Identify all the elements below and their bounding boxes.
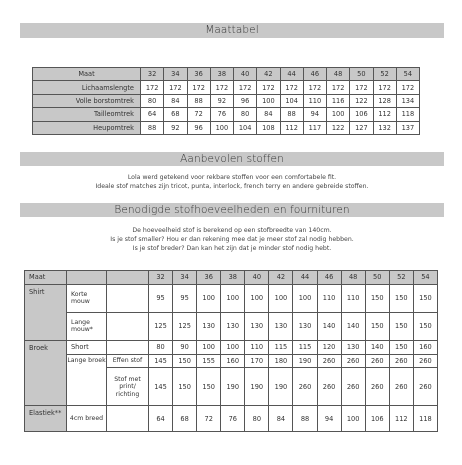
category-elastiek: Elastiek** xyxy=(25,406,67,432)
size-table xyxy=(32,67,420,135)
value-cell: 260 xyxy=(413,368,437,406)
table-row xyxy=(33,81,420,94)
value-cell: 150 xyxy=(389,340,413,354)
value-cell: 140 xyxy=(341,312,365,340)
value-cell: 125 xyxy=(173,312,197,340)
value-cell: 132 xyxy=(373,121,396,134)
value-cell: 90 xyxy=(173,340,197,354)
value-cell: 172 xyxy=(350,81,373,94)
table-row xyxy=(25,406,438,432)
value-cell: 72 xyxy=(187,108,210,121)
value-cell: 100 xyxy=(210,121,233,134)
type-empty xyxy=(107,284,149,312)
value-cell: 92 xyxy=(164,121,187,134)
value-cell: 84 xyxy=(269,406,293,432)
value-cell: 96 xyxy=(187,121,210,134)
value-cell: 68 xyxy=(173,406,197,432)
value-cell: 260 xyxy=(341,368,365,406)
size-cell: 52 xyxy=(389,271,413,285)
type-empty xyxy=(107,406,149,432)
value-cell: 190 xyxy=(293,354,317,368)
fabrics-title: Aanbevolen stoffen xyxy=(20,152,444,166)
value-cell: 76 xyxy=(210,108,233,121)
value-cell: 140 xyxy=(317,312,341,340)
value-cell: 80 xyxy=(141,94,164,107)
value-cell: 100 xyxy=(197,284,221,312)
value-cell: 190 xyxy=(221,368,245,406)
value-cell: 72 xyxy=(197,406,221,432)
value-cell: 100 xyxy=(257,94,280,107)
value-cell: 64 xyxy=(149,406,173,432)
value-cell: 150 xyxy=(413,284,437,312)
value-cell: 76 xyxy=(221,406,245,432)
value-cell: 68 xyxy=(164,108,187,121)
size-cell: 46 xyxy=(303,68,326,81)
value-cell: 94 xyxy=(317,406,341,432)
value-cell: 110 xyxy=(303,94,326,107)
value-cell: 110 xyxy=(245,340,269,354)
value-cell: 118 xyxy=(396,108,419,121)
size-cell: 42 xyxy=(257,68,280,81)
value-cell: 172 xyxy=(141,81,164,94)
value-cell: 140 xyxy=(365,340,389,354)
category-broek: Broek xyxy=(25,340,67,406)
value-cell: 106 xyxy=(350,108,373,121)
value-cell: 88 xyxy=(293,406,317,432)
size-cell: 50 xyxy=(365,271,389,285)
value-cell: 112 xyxy=(389,406,413,432)
quantities-title: Benodigde stofhoeveelheden en fournituren xyxy=(20,203,444,217)
type-empty xyxy=(107,340,149,354)
type-empty xyxy=(107,312,149,340)
value-cell: 150 xyxy=(173,354,197,368)
size-cell: 34 xyxy=(173,271,197,285)
value-cell: 260 xyxy=(413,354,437,368)
value-cell: 100 xyxy=(245,284,269,312)
value-cell: 170 xyxy=(245,354,269,368)
size-cell: 46 xyxy=(317,271,341,285)
size-cell: 38 xyxy=(221,271,245,285)
value-cell: 122 xyxy=(327,121,350,134)
size-cell: 38 xyxy=(210,68,233,81)
header-label: Maat xyxy=(33,68,141,81)
row-label: Lichaamslengte xyxy=(33,81,141,94)
table-row xyxy=(33,94,420,107)
value-cell: 260 xyxy=(317,354,341,368)
quantities-text xyxy=(20,226,444,253)
value-cell: 130 xyxy=(341,340,365,354)
size-cell: 36 xyxy=(187,68,210,81)
value-cell: 172 xyxy=(234,81,257,94)
size-cell: 36 xyxy=(197,271,221,285)
value-cell: 106 xyxy=(365,406,389,432)
size-cell: 48 xyxy=(341,271,365,285)
size-cell: 40 xyxy=(234,68,257,81)
category-shirt: Shirt xyxy=(25,284,67,340)
value-cell: 122 xyxy=(350,94,373,107)
value-cell: 64 xyxy=(141,108,164,121)
value-cell: 80 xyxy=(149,340,173,354)
size-cell: 44 xyxy=(280,68,303,81)
sublabel-breed: 4cm breed xyxy=(67,406,107,432)
value-cell: 172 xyxy=(187,81,210,94)
value-cell: 100 xyxy=(197,340,221,354)
table-row xyxy=(25,284,438,312)
value-cell: 100 xyxy=(269,284,293,312)
value-cell: 120 xyxy=(317,340,341,354)
value-cell: 134 xyxy=(396,94,419,107)
value-cell: 112 xyxy=(280,121,303,134)
value-cell: 150 xyxy=(365,284,389,312)
table-row xyxy=(33,108,420,121)
size-cell: 32 xyxy=(149,271,173,285)
value-cell: 84 xyxy=(257,108,280,121)
value-cell: 84 xyxy=(164,94,187,107)
fabrics-text xyxy=(20,173,444,191)
value-cell: 150 xyxy=(173,368,197,406)
value-cell: 115 xyxy=(293,340,317,354)
value-cell: 172 xyxy=(257,81,280,94)
value-cell: 118 xyxy=(413,406,437,432)
value-cell: 108 xyxy=(257,121,280,134)
row-label: Tailleomtrek xyxy=(33,108,141,121)
value-cell: 100 xyxy=(341,406,365,432)
value-cell: 180 xyxy=(269,354,293,368)
table-row xyxy=(25,354,438,368)
value-cell: 260 xyxy=(293,368,317,406)
value-cell: 80 xyxy=(245,406,269,432)
value-cell: 172 xyxy=(396,81,419,94)
fabrics-line: Ideale stof matches zijn tricot, punta, interlock, french terry en andere gebreide stoffen. xyxy=(95,183,369,190)
row-label: Volle borstomtrek xyxy=(33,94,141,107)
value-cell: 190 xyxy=(245,368,269,406)
value-cell: 112 xyxy=(373,108,396,121)
value-cell: 260 xyxy=(389,368,413,406)
value-cell: 145 xyxy=(149,368,173,406)
size-table-header xyxy=(33,68,420,81)
value-cell: 110 xyxy=(317,284,341,312)
size-cell: 32 xyxy=(141,68,164,81)
value-cell: 88 xyxy=(280,108,303,121)
size-cell: 34 xyxy=(164,68,187,81)
size-cell: 50 xyxy=(350,68,373,81)
value-cell: 172 xyxy=(164,81,187,94)
value-cell: 172 xyxy=(303,81,326,94)
value-cell: 260 xyxy=(317,368,341,406)
value-cell: 172 xyxy=(373,81,396,94)
value-cell: 116 xyxy=(327,94,350,107)
table-row xyxy=(25,340,438,354)
size-cell: 54 xyxy=(413,271,437,285)
value-cell: 117 xyxy=(303,121,326,134)
size-cell: 52 xyxy=(373,68,396,81)
quantities-line: Is je stof breder? Dan kan het zijn dat je minder stof nodig hebt. xyxy=(132,245,332,252)
value-cell: 110 xyxy=(341,284,365,312)
value-cell: 150 xyxy=(389,284,413,312)
quantities-header xyxy=(25,271,438,285)
value-cell: 150 xyxy=(197,368,221,406)
value-cell: 104 xyxy=(234,121,257,134)
quantities-table xyxy=(24,270,438,432)
value-cell: 95 xyxy=(173,284,197,312)
header-empty xyxy=(67,271,107,285)
value-cell: 130 xyxy=(221,312,245,340)
header-label: Maat xyxy=(25,271,67,285)
value-cell: 260 xyxy=(389,354,413,368)
value-cell: 150 xyxy=(365,312,389,340)
value-cell: 172 xyxy=(280,81,303,94)
table-row xyxy=(25,312,438,340)
value-cell: 150 xyxy=(413,312,437,340)
value-cell: 125 xyxy=(149,312,173,340)
value-cell: 100 xyxy=(221,284,245,312)
fabrics-line: Lola werd getekend voor rekbare stoffen voor een comfortabele fit. xyxy=(127,174,337,181)
value-cell: 96 xyxy=(234,94,257,107)
value-cell: 115 xyxy=(269,340,293,354)
type-effen-stof: Effen stof xyxy=(107,354,149,368)
sublabel-short: Short xyxy=(67,340,107,354)
value-cell: 190 xyxy=(269,368,293,406)
value-cell: 104 xyxy=(280,94,303,107)
value-cell: 145 xyxy=(149,354,173,368)
value-cell: 130 xyxy=(197,312,221,340)
size-cell: 44 xyxy=(293,271,317,285)
size-cell: 42 xyxy=(269,271,293,285)
size-cell: 40 xyxy=(245,271,269,285)
value-cell: 260 xyxy=(365,354,389,368)
size-cell: 48 xyxy=(327,68,350,81)
value-cell: 260 xyxy=(341,354,365,368)
quantities-line: De hoeveelheid stof is berekend op een stofbreedte van 140cm. xyxy=(132,227,332,234)
value-cell: 172 xyxy=(210,81,233,94)
value-cell: 100 xyxy=(293,284,317,312)
value-cell: 100 xyxy=(221,340,245,354)
value-cell: 130 xyxy=(269,312,293,340)
sublabel-lange-broek: Lange broek xyxy=(67,354,107,406)
value-cell: 155 xyxy=(197,354,221,368)
sublabel-korte-mouw: Korte mouw xyxy=(67,284,107,312)
value-cell: 95 xyxy=(149,284,173,312)
value-cell: 127 xyxy=(350,121,373,134)
table-row xyxy=(33,121,420,134)
header-empty xyxy=(107,271,149,285)
value-cell: 130 xyxy=(245,312,269,340)
quantities-line: Is je stof smaller? Hou er dan rekening mee dat je meer stof zal nodig hebben. xyxy=(110,236,354,243)
value-cell: 88 xyxy=(141,121,164,134)
size-cell: 54 xyxy=(396,68,419,81)
value-cell: 160 xyxy=(413,340,437,354)
value-cell: 100 xyxy=(327,108,350,121)
type-print-stof: Stof met print/ richting xyxy=(107,368,149,406)
maattabel-title: Maattabel xyxy=(20,23,444,38)
value-cell: 80 xyxy=(234,108,257,121)
value-cell: 172 xyxy=(327,81,350,94)
value-cell: 260 xyxy=(365,368,389,406)
value-cell: 160 xyxy=(221,354,245,368)
value-cell: 130 xyxy=(293,312,317,340)
value-cell: 88 xyxy=(187,94,210,107)
row-label: Heupomtrek xyxy=(33,121,141,134)
value-cell: 94 xyxy=(303,108,326,121)
sublabel-lange-mouw: Lange mouw* xyxy=(67,312,107,340)
value-cell: 137 xyxy=(396,121,419,134)
value-cell: 150 xyxy=(389,312,413,340)
value-cell: 128 xyxy=(373,94,396,107)
value-cell: 92 xyxy=(210,94,233,107)
